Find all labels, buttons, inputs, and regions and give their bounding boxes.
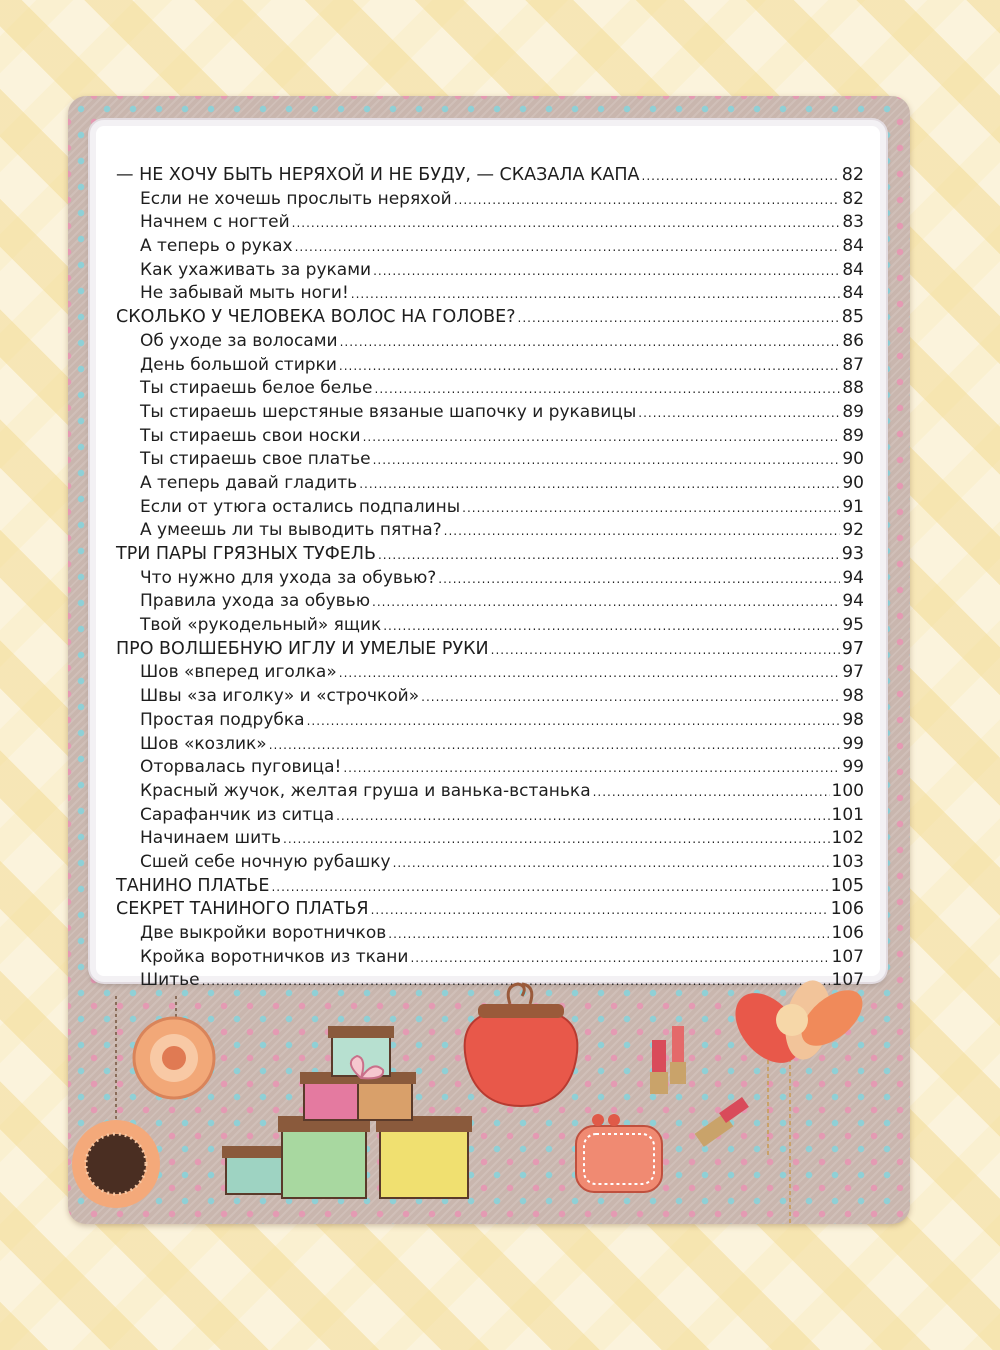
toc-page-number: 85 (841, 307, 864, 328)
toc-title: Оторвалась пуговица! (140, 757, 342, 778)
toc-title: Кройка воротничков из ткани (140, 946, 409, 967)
toc-title: Ты стираешь свое платье (140, 449, 371, 470)
toc-page-number: 82 (842, 188, 864, 209)
toc-title: Шитье (140, 970, 200, 991)
toc-title: ТАНИНО ПЛАТЬЕ (116, 875, 270, 896)
toc-title: Начнем с ногтей (140, 212, 290, 233)
toc-page-number: 86 (842, 330, 864, 351)
toc-title: Если от утюга остались подпалины (140, 496, 461, 517)
purse-icon (465, 984, 578, 1106)
toc-title: Сарафанчик из ситца (140, 804, 335, 825)
flower-icon (134, 1018, 214, 1098)
toc-page-number: 92 (842, 520, 864, 541)
toc-card (68, 96, 910, 1224)
toc-title: ПРО ВОЛШЕБНУЮ ИГЛУ И УМЕЛЫЕ РУКИ (116, 638, 489, 659)
toc-page-number: 98 (842, 686, 864, 707)
toc-page-number: 105 (830, 875, 864, 896)
toc-page-number: 84 (842, 236, 864, 257)
toc-title: Ты стираешь шерстяные вязаные шапочку и рукавицы (140, 401, 637, 422)
toc-title: Правила ухода за обувью (140, 591, 370, 612)
toc-page-number: 107 (831, 946, 864, 967)
toc-page-number: 101 (831, 804, 864, 825)
toc-title: — НЕ ХОЧУ БЫТЬ НЕРЯХОЙ И НЕ БУДУ, — СКАЗАЛА КАПА (116, 165, 640, 185)
toc-title: СКОЛЬКО У ЧЕЛОВЕКА ВОЛОС НА ГОЛОВЕ? (116, 307, 516, 328)
decoration-illustration (68, 96, 910, 1224)
toc-page-number: 106 (831, 923, 864, 943)
toc-title: А теперь давай гладить (140, 472, 358, 493)
toc-title: Не забывай мыть ноги! (140, 283, 349, 304)
toc-title: Что нужно для ухода за обувью? (140, 567, 437, 588)
toc-title: ТРИ ПАРЫ ГРЯЗНЫХ ТУФЕЛЬ (116, 544, 376, 564)
toc-page-number: 106 (830, 899, 864, 920)
toc-page-number: 89 (842, 401, 864, 422)
toc-page-number: 100 (831, 780, 864, 801)
toc-page-number: 91 (842, 496, 864, 517)
toc-title: Простая подрубка (140, 709, 305, 730)
toc-title: Об уходе за волосами (140, 330, 338, 351)
toc-title: Твой «рукодельный» ящик (140, 615, 382, 636)
toc-page-number: 94 (842, 591, 864, 612)
toc-title: А умеешь ли ты выводить пятна? (140, 520, 442, 541)
toc-page-number: 83 (842, 212, 864, 233)
gift-boxes-icon (222, 1026, 472, 1198)
toc-page-number: 90 (842, 449, 864, 470)
toc-title: А теперь о руках (140, 236, 293, 257)
toc-title: Ты стираешь свои носки (140, 425, 361, 446)
toc-title: Шов «козлик» (140, 733, 267, 754)
toc-title: Как ухаживать за руками (140, 259, 372, 280)
toc-page-number: 88 (842, 378, 864, 399)
toc-title: Если не хочешь прослыть неряхой (140, 188, 452, 209)
toc-title: Начинаем шить (140, 828, 282, 849)
toc-title: Швы «за иголку» и «строчкой» (140, 686, 420, 707)
toc-page-number: 90 (842, 472, 864, 493)
toc-title: Шов «вперед иголка» (140, 662, 337, 683)
toc-title: День большой стирки (140, 354, 337, 375)
toc-title: Ты стираешь белое белье (140, 378, 373, 399)
toc-page-number: 98 (842, 709, 864, 730)
feather-flower-icon (722, 977, 872, 1076)
toc-page-number: 89 (842, 425, 864, 446)
lipstick-icon (650, 1026, 749, 1147)
toc-page-number: 107 (831, 970, 864, 991)
toc-page-number: 84 (842, 259, 864, 280)
toc-page-number: 87 (842, 354, 864, 375)
toc-title: Две выкройки воротничков (140, 923, 387, 943)
toc-page-number: 82 (841, 165, 864, 185)
toc-page-number: 99 (842, 757, 864, 778)
toc-page-number: 84 (842, 283, 864, 304)
toc-page-number: 103 (831, 851, 864, 872)
toc-title: Красный жучок, желтая груша и ванька-встанька (140, 780, 591, 801)
toc-page-number: 102 (831, 828, 864, 849)
sunflower-icon (72, 1120, 160, 1208)
toc-page-number: 93 (841, 544, 864, 564)
coin-purse-icon (576, 1114, 662, 1192)
toc-page-number: 97 (842, 662, 864, 683)
toc-page-number: 95 (842, 615, 864, 636)
toc-page-number: 94 (842, 567, 864, 588)
toc-title: СЕКРЕТ ТАНИНОГО ПЛАТЬЯ (116, 899, 369, 920)
toc-page-number: 99 (842, 733, 864, 754)
toc-title: Сшей себе ночную рубашку (140, 851, 391, 872)
toc-page-number: 97 (841, 638, 864, 659)
